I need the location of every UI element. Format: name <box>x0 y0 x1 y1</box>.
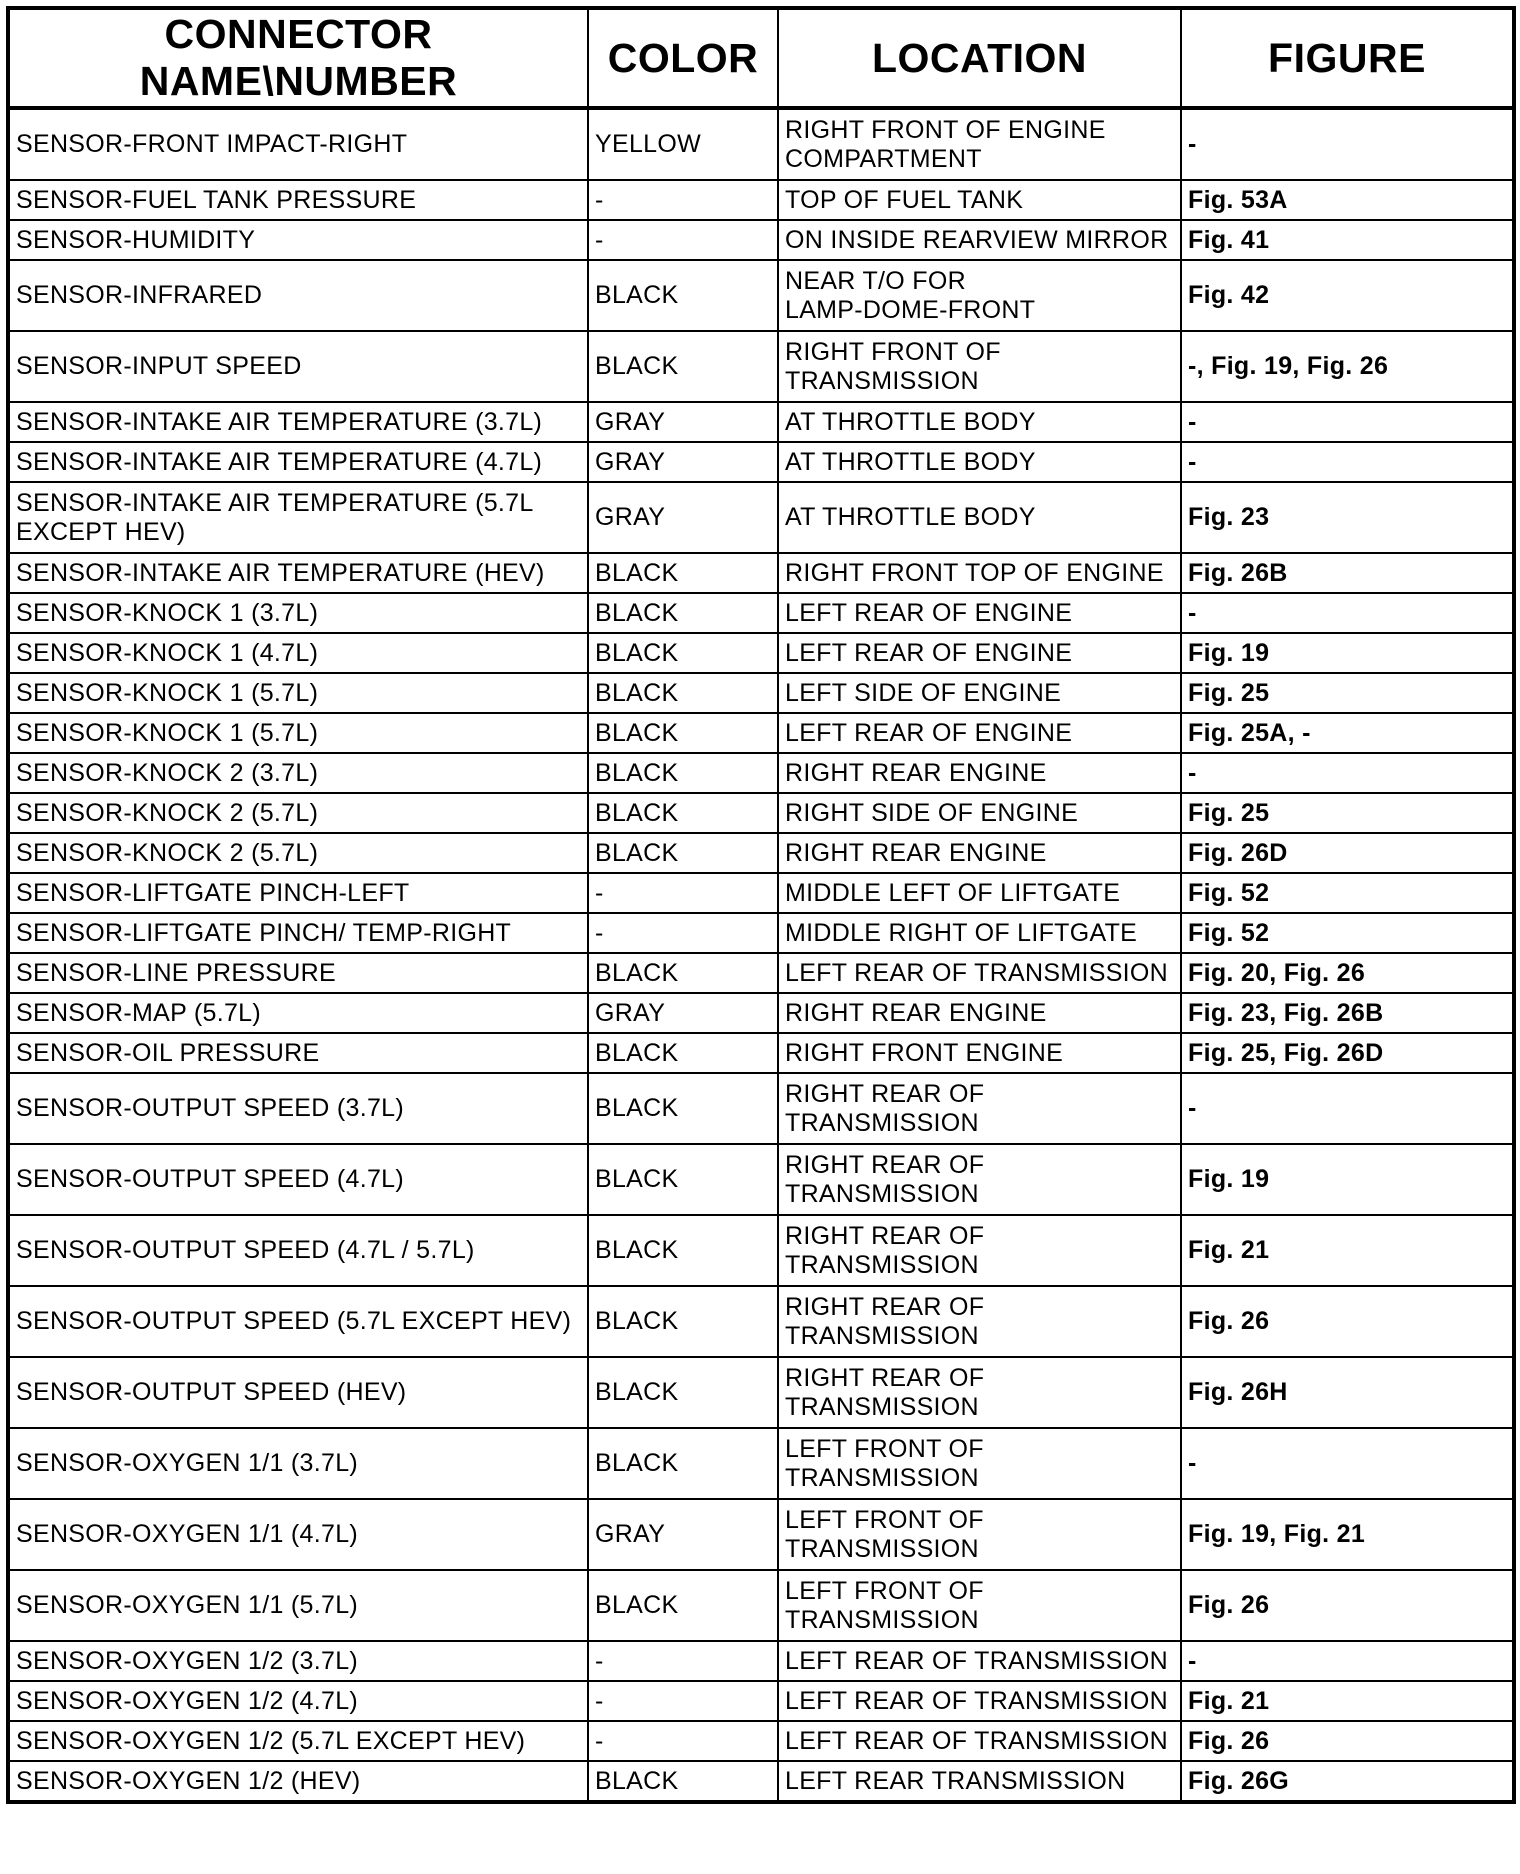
figure-cell: Fig. 21 <box>1181 1681 1514 1721</box>
table-row <box>8 482 1514 553</box>
figure-cell: -, Fig. 19, Fig. 26 <box>1181 331 1514 402</box>
color-cell: GRAY <box>588 442 778 482</box>
connector-name-cell: SENSOR-KNOCK 2 (5.7L) <box>8 833 588 873</box>
table-row <box>8 1499 1514 1570</box>
figure-cell: Fig. 19, Fig. 21 <box>1181 1499 1514 1570</box>
connector-name-cell: SENSOR-OUTPUT SPEED (HEV) <box>8 1357 588 1428</box>
location-cell: AT THROTTLE BODY <box>778 402 1181 442</box>
color-cell: GRAY <box>588 1499 778 1570</box>
color-cell: BLACK <box>588 633 778 673</box>
table-row <box>8 1215 1514 1286</box>
location-cell: RIGHT REAR OF TRANSMISSION <box>778 1073 1181 1144</box>
table-row <box>8 1144 1514 1215</box>
connector-name-cell: SENSOR-OUTPUT SPEED (4.7L) <box>8 1144 588 1215</box>
figure-cell: Fig. 25A, - <box>1181 713 1514 753</box>
figure-cell: - <box>1181 108 1514 180</box>
color-cell: BLACK <box>588 713 778 753</box>
connector-name-cell: SENSOR-OXYGEN 1/1 (3.7L) <box>8 1428 588 1499</box>
table-row <box>8 220 1514 260</box>
color-cell: BLACK <box>588 953 778 993</box>
header-figure: FIGURE <box>1181 8 1514 108</box>
table-row <box>8 1761 1514 1802</box>
connector-table <box>6 6 1516 1804</box>
location-cell: LEFT REAR OF TRANSMISSION <box>778 1641 1181 1681</box>
color-cell: BLACK <box>588 1357 778 1428</box>
table-row <box>8 1641 1514 1681</box>
connector-name-cell: SENSOR-OUTPUT SPEED (4.7L / 5.7L) <box>8 1215 588 1286</box>
figure-cell: Fig. 25 <box>1181 793 1514 833</box>
figure-cell: - <box>1181 1641 1514 1681</box>
table-row <box>8 1570 1514 1641</box>
location-cell: LEFT REAR OF TRANSMISSION <box>778 1681 1181 1721</box>
figure-cell: Fig. 26D <box>1181 833 1514 873</box>
location-cell: LEFT REAR OF ENGINE <box>778 633 1181 673</box>
color-cell: - <box>588 1641 778 1681</box>
connector-name-cell: SENSOR-LIFTGATE PINCH/ TEMP-RIGHT <box>8 913 588 953</box>
table-row <box>8 1073 1514 1144</box>
connector-name-cell: SENSOR-INFRARED <box>8 260 588 331</box>
color-cell: - <box>588 180 778 220</box>
location-cell: RIGHT FRONT ENGINE <box>778 1033 1181 1073</box>
table-row <box>8 633 1514 673</box>
location-cell: RIGHT REAR OF TRANSMISSION <box>778 1144 1181 1215</box>
connector-name-cell: SENSOR-KNOCK 1 (5.7L) <box>8 673 588 713</box>
figure-cell: - <box>1181 753 1514 793</box>
figure-cell: Fig. 25, Fig. 26D <box>1181 1033 1514 1073</box>
connector-name-cell: SENSOR-KNOCK 1 (4.7L) <box>8 633 588 673</box>
location-cell: LEFT REAR OF ENGINE <box>778 593 1181 633</box>
location-cell: RIGHT REAR OF TRANSMISSION <box>778 1286 1181 1357</box>
connector-name-cell: SENSOR-OXYGEN 1/2 (5.7L EXCEPT HEV) <box>8 1721 588 1761</box>
location-cell: LEFT REAR OF ENGINE <box>778 713 1181 753</box>
color-cell: BLACK <box>588 793 778 833</box>
color-cell: BLACK <box>588 1073 778 1144</box>
location-cell: TOP OF FUEL TANK <box>778 180 1181 220</box>
figure-cell: Fig. 26H <box>1181 1357 1514 1428</box>
color-cell: BLACK <box>588 1144 778 1215</box>
location-cell: RIGHT FRONT TOP OF ENGINE <box>778 553 1181 593</box>
table-row <box>8 1681 1514 1721</box>
location-cell: RIGHT FRONT OF TRANSMISSION <box>778 331 1181 402</box>
color-cell: BLACK <box>588 593 778 633</box>
color-cell: BLACK <box>588 553 778 593</box>
color-cell: GRAY <box>588 402 778 442</box>
connector-name-cell: SENSOR-KNOCK 2 (5.7L) <box>8 793 588 833</box>
connector-name-cell: SENSOR-OXYGEN 1/2 (4.7L) <box>8 1681 588 1721</box>
figure-cell: Fig. 53A <box>1181 180 1514 220</box>
figure-cell: Fig. 25 <box>1181 673 1514 713</box>
connector-name-cell: SENSOR-OUTPUT SPEED (5.7L EXCEPT HEV) <box>8 1286 588 1357</box>
connector-name-cell: SENSOR-HUMIDITY <box>8 220 588 260</box>
table-header <box>8 8 1514 108</box>
color-cell: BLACK <box>588 1428 778 1499</box>
color-cell: - <box>588 1681 778 1721</box>
location-cell: NEAR T/O FOR LAMP-DOME-FRONT <box>778 260 1181 331</box>
table-row <box>8 108 1514 180</box>
figure-cell: Fig. 19 <box>1181 633 1514 673</box>
connector-name-cell: SENSOR-KNOCK 1 (5.7L) <box>8 713 588 753</box>
figure-cell: Fig. 26 <box>1181 1570 1514 1641</box>
color-cell: BLACK <box>588 833 778 873</box>
location-cell: LEFT FRONT OF TRANSMISSION <box>778 1499 1181 1570</box>
location-cell: AT THROTTLE BODY <box>778 442 1181 482</box>
figure-cell: - <box>1181 402 1514 442</box>
connector-name-cell: SENSOR-OXYGEN 1/1 (5.7L) <box>8 1570 588 1641</box>
location-cell: MIDDLE LEFT OF LIFTGATE <box>778 873 1181 913</box>
table-row <box>8 913 1514 953</box>
color-cell: BLACK <box>588 331 778 402</box>
figure-cell: Fig. 52 <box>1181 913 1514 953</box>
color-cell: - <box>588 873 778 913</box>
table-row <box>8 833 1514 873</box>
figure-cell: Fig. 21 <box>1181 1215 1514 1286</box>
location-cell: LEFT FRONT OF TRANSMISSION <box>778 1428 1181 1499</box>
figure-cell: - <box>1181 1073 1514 1144</box>
connector-name-cell: SENSOR-KNOCK 2 (3.7L) <box>8 753 588 793</box>
figure-cell: Fig. 26 <box>1181 1286 1514 1357</box>
header-location: LOCATION <box>778 8 1181 108</box>
table-row <box>8 593 1514 633</box>
table-row <box>8 442 1514 482</box>
figure-cell: - <box>1181 1428 1514 1499</box>
color-cell: - <box>588 220 778 260</box>
table-row <box>8 553 1514 593</box>
color-cell: BLACK <box>588 1570 778 1641</box>
figure-cell: Fig. 42 <box>1181 260 1514 331</box>
color-cell: BLACK <box>588 1761 778 1802</box>
location-cell: ON INSIDE REARVIEW MIRROR <box>778 220 1181 260</box>
figure-cell: - <box>1181 593 1514 633</box>
color-cell: GRAY <box>588 993 778 1033</box>
connector-name-cell: SENSOR-KNOCK 1 (3.7L) <box>8 593 588 633</box>
connector-name-cell: SENSOR-OXYGEN 1/1 (4.7L) <box>8 1499 588 1570</box>
color-cell: YELLOW <box>588 108 778 180</box>
connector-name-cell: SENSOR-OXYGEN 1/2 (3.7L) <box>8 1641 588 1681</box>
table-row <box>8 1033 1514 1073</box>
figure-cell: Fig. 41 <box>1181 220 1514 260</box>
figure-cell: Fig. 23, Fig. 26B <box>1181 993 1514 1033</box>
figure-cell: - <box>1181 442 1514 482</box>
table-row <box>8 953 1514 993</box>
header-color: COLOR <box>588 8 778 108</box>
figure-cell: Fig. 19 <box>1181 1144 1514 1215</box>
table-row <box>8 180 1514 220</box>
location-cell: LEFT REAR OF TRANSMISSION <box>778 1721 1181 1761</box>
location-cell: RIGHT REAR ENGINE <box>778 993 1181 1033</box>
figure-cell: Fig. 26G <box>1181 1761 1514 1802</box>
color-cell: BLACK <box>588 673 778 713</box>
connector-name-cell: SENSOR-OUTPUT SPEED (3.7L) <box>8 1073 588 1144</box>
table-row <box>8 1357 1514 1428</box>
figure-cell: Fig. 52 <box>1181 873 1514 913</box>
table-row <box>8 793 1514 833</box>
location-cell: RIGHT REAR OF TRANSMISSION <box>778 1215 1181 1286</box>
connector-name-cell: SENSOR-OXYGEN 1/2 (HEV) <box>8 1761 588 1802</box>
header-connector-name: CONNECTOR NAME\NUMBER <box>8 8 588 108</box>
table-row <box>8 993 1514 1033</box>
location-cell: LEFT SIDE OF ENGINE <box>778 673 1181 713</box>
connector-name-cell: SENSOR-LINE PRESSURE <box>8 953 588 993</box>
color-cell: BLACK <box>588 1286 778 1357</box>
color-cell: GRAY <box>588 482 778 553</box>
connector-document <box>6 6 1512 1804</box>
location-cell: RIGHT REAR ENGINE <box>778 753 1181 793</box>
location-cell: MIDDLE RIGHT OF LIFTGATE <box>778 913 1181 953</box>
color-cell: - <box>588 913 778 953</box>
connector-name-cell: SENSOR-INTAKE AIR TEMPERATURE (5.7L EXCEPT HEV) <box>8 482 588 553</box>
table-row <box>8 673 1514 713</box>
color-cell: BLACK <box>588 260 778 331</box>
location-cell: RIGHT FRONT OF ENGINE COMPARTMENT <box>778 108 1181 180</box>
location-cell: RIGHT REAR OF TRANSMISSION <box>778 1357 1181 1428</box>
connector-name-cell: SENSOR-INPUT SPEED <box>8 331 588 402</box>
table-row <box>8 713 1514 753</box>
connector-name-cell: SENSOR-LIFTGATE PINCH-LEFT <box>8 873 588 913</box>
location-cell: LEFT REAR TRANSMISSION <box>778 1761 1181 1802</box>
table-row <box>8 402 1514 442</box>
table-row <box>8 873 1514 913</box>
connector-name-cell: SENSOR-FUEL TANK PRESSURE <box>8 180 588 220</box>
header-row <box>8 8 1514 108</box>
connector-name-cell: SENSOR-INTAKE AIR TEMPERATURE (HEV) <box>8 553 588 593</box>
connector-name-cell: SENSOR-INTAKE AIR TEMPERATURE (4.7L) <box>8 442 588 482</box>
table-row <box>8 1428 1514 1499</box>
connector-name-cell: SENSOR-FRONT IMPACT-RIGHT <box>8 108 588 180</box>
connector-name-cell: SENSOR-MAP (5.7L) <box>8 993 588 1033</box>
location-cell: LEFT REAR OF TRANSMISSION <box>778 953 1181 993</box>
figure-cell: Fig. 20, Fig. 26 <box>1181 953 1514 993</box>
table-row <box>8 1721 1514 1761</box>
figure-cell: Fig. 23 <box>1181 482 1514 553</box>
connector-name-cell: SENSOR-INTAKE AIR TEMPERATURE (3.7L) <box>8 402 588 442</box>
location-cell: AT THROTTLE BODY <box>778 482 1181 553</box>
table-row <box>8 331 1514 402</box>
color-cell: BLACK <box>588 1033 778 1073</box>
table-row <box>8 1286 1514 1357</box>
connector-name-cell: SENSOR-OIL PRESSURE <box>8 1033 588 1073</box>
location-cell: RIGHT SIDE OF ENGINE <box>778 793 1181 833</box>
table-body <box>8 108 1514 1802</box>
table-row <box>8 260 1514 331</box>
color-cell: - <box>588 1721 778 1761</box>
figure-cell: Fig. 26 <box>1181 1721 1514 1761</box>
color-cell: BLACK <box>588 753 778 793</box>
location-cell: RIGHT REAR ENGINE <box>778 833 1181 873</box>
color-cell: BLACK <box>588 1215 778 1286</box>
figure-cell: Fig. 26B <box>1181 553 1514 593</box>
location-cell: LEFT FRONT OF TRANSMISSION <box>778 1570 1181 1641</box>
table-row <box>8 753 1514 793</box>
